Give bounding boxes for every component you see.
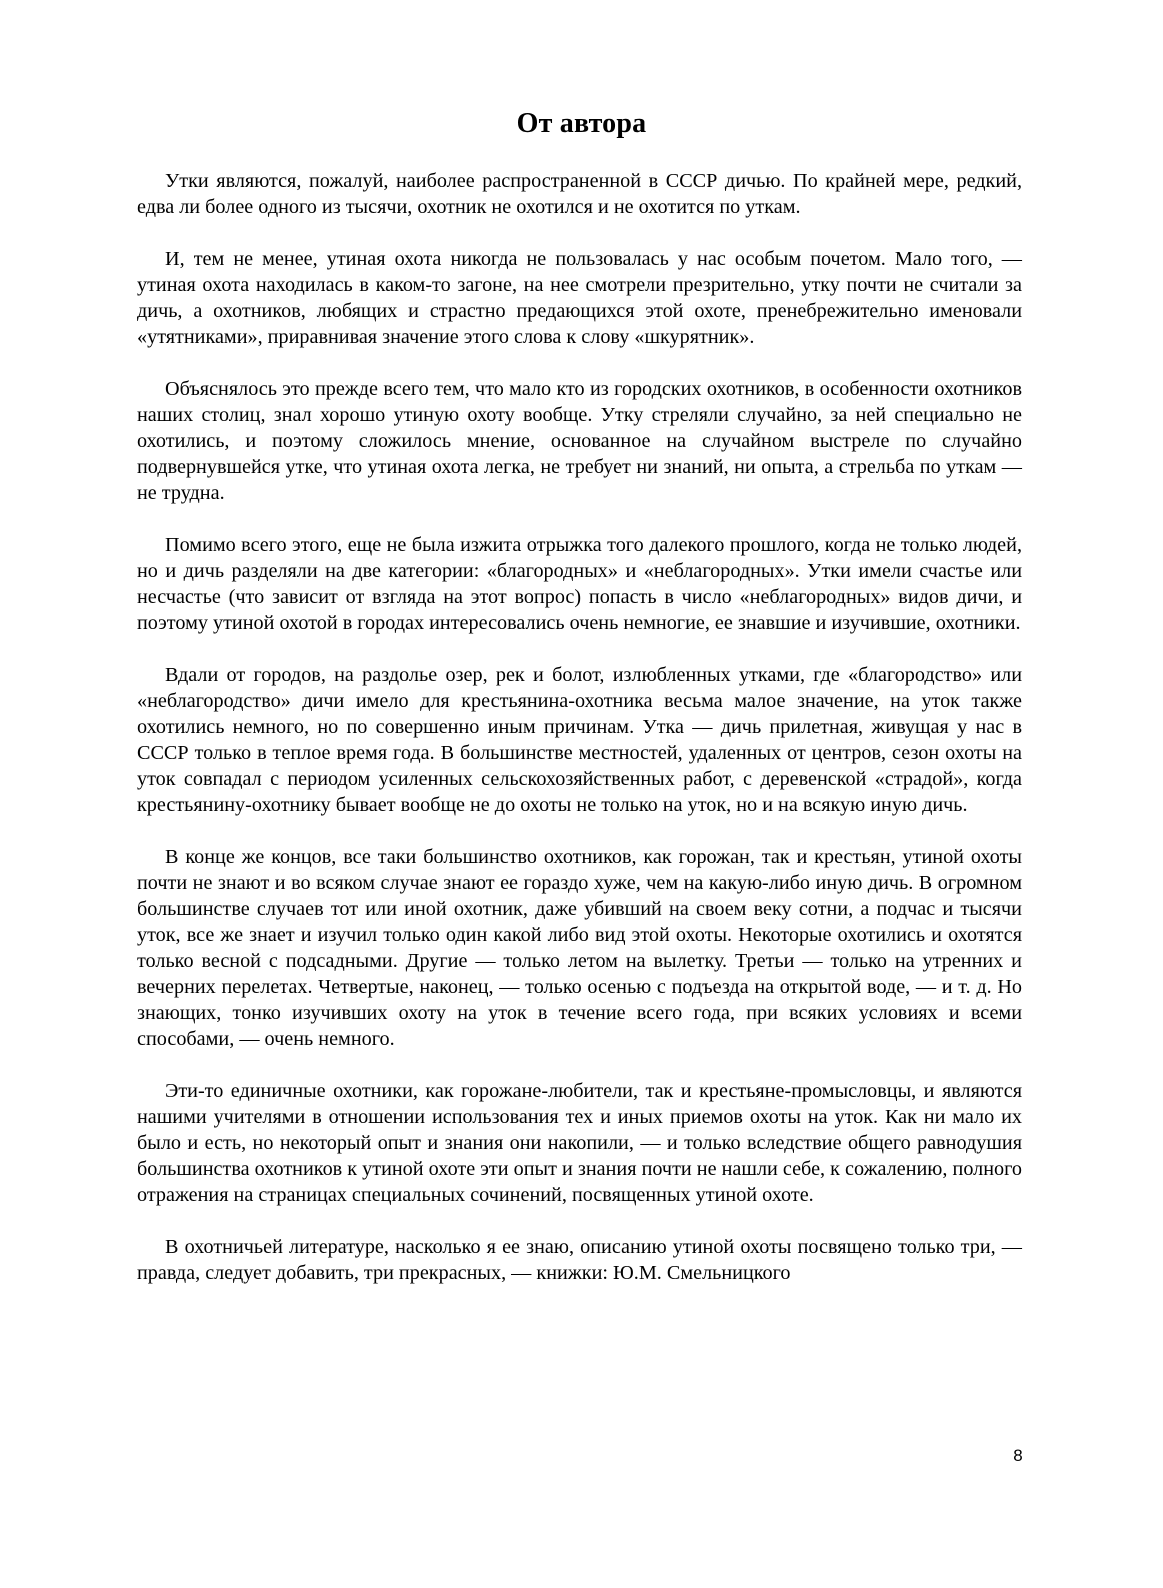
paragraph-6: В конце же концов, все таки большинство охотников, как горожан, так и крестьян, утиной охоты почти не знают и во всяком случае знают ее гораздо хуже, чем на какую-либо иную дичь. В огромном большинстве случаев тот или иной охотник, даже убивший на своем веку сотни, а подчас и тысячи уток, все же знает и изучил только один какой либо вид этой охоты. Некоторые охотились и охотятся только весной с подсадными. Другие — только летом на вылетку. Третьи — только на утренних и вечерних перелетах. Четвертые, наконец, — только осенью с подъезда на открытой воде, — и т. д. Но знающих, тонко изучивших охоту на уток в течение всего года, при всяких условиях и всеми способами, — очень немного.	[137, 846, 1022, 1050]
page-number: 8	[1013, 1446, 1023, 1465]
paragraph-7: Эти-то единичные охотники, как горожане-любители, так и крестьяне-промысловцы, и являются нашими учителями в отношении использования тех и иных приемов охоты на уток. Как ни мало их было и есть, но некоторый опыт и знания они накопили, — и только вследствие общего равнодушия большинства охотников к утиной охоте эти опыт и знания почти не нашли себе, к сожалению, полного отражения на страницах специальных сочинений, посвященных утиной охоте.	[137, 1080, 1022, 1206]
paragraph-8: В охотничьей литературе, насколько я ее знаю, описанию утиной охоты посвящено только три, — правда, следует добавить, три прекрасных, — книжки: Ю.М. Смельницкого	[137, 1236, 1022, 1284]
paragraph-5: Вдали от городов, на раздолье озер, рек и болот, излюбленных утками, где «благородство» или «неблагородство» дичи имело для крестьянина-охотника весьма малое значение, на уток также охотились немного, но по совершенно иным причинам. Утка — дичь прилетная, живущая у нас в СССР только в теплое время года. В большинстве местностей, удаленных от центров, сезон охоты на уток совпадал с периодом усиленных сельскохозяйственных работ, с деревенской «страдой», когда крестьянину-охотнику бывает вообще не до охоты не только на уток, но и на всякую иную дичь.	[137, 664, 1022, 816]
paragraph-2: И, тем не менее, утиная охота никогда не пользовалась у нас особым почетом. Мало того, — утиная охота находилась в каком-то загоне, на нее смотрели презрительно, утку почти не считали за дичь, а охотников, любящих и страстно предающихся этой охоте, пренебрежительно именовали «утятниками», приравнивая значение этого слова к слову «шкурятник».	[137, 248, 1022, 348]
paragraph-4: Помимо всего этого, еще не была изжита отрыжка того далекого прошлого, когда не только людей, но и дичь разделяли на две категории: «благородных» и «неблагородных». Утки имели счастье или несчастье (что зависит от взгляда на этот вопрос) попасть в число «неблагородных» видов дичи, и поэтому утиной охотой в городах интересовались очень немногие, ее знавшие и изучившие, охотники.	[137, 534, 1022, 634]
paragraph-1: Утки являются, пожалуй, наиболее распространенной в СССР дичью. По крайней мере, редкий, едва ли более одного из тысячи, охотник не охотился и не охотится по уткам.	[137, 170, 1022, 218]
paragraph-3: Объяснялось это прежде всего тем, что мало кто из городских охотников, в особенности охотников наших столиц, знал хорошо утиную охоту вообще. Утку стреляли случайно, за ней специально не охотились, и поэтому сложилось мнение, основанное на случайном выстреле по случайно подвернувшейся утке, что утиная охота легка, не требует ни знаний, ни опыта, а стрельба по уткам — не трудна.	[137, 378, 1022, 504]
page-title: От автора	[516, 108, 647, 139]
body-text	[137, 168, 1022, 1312]
